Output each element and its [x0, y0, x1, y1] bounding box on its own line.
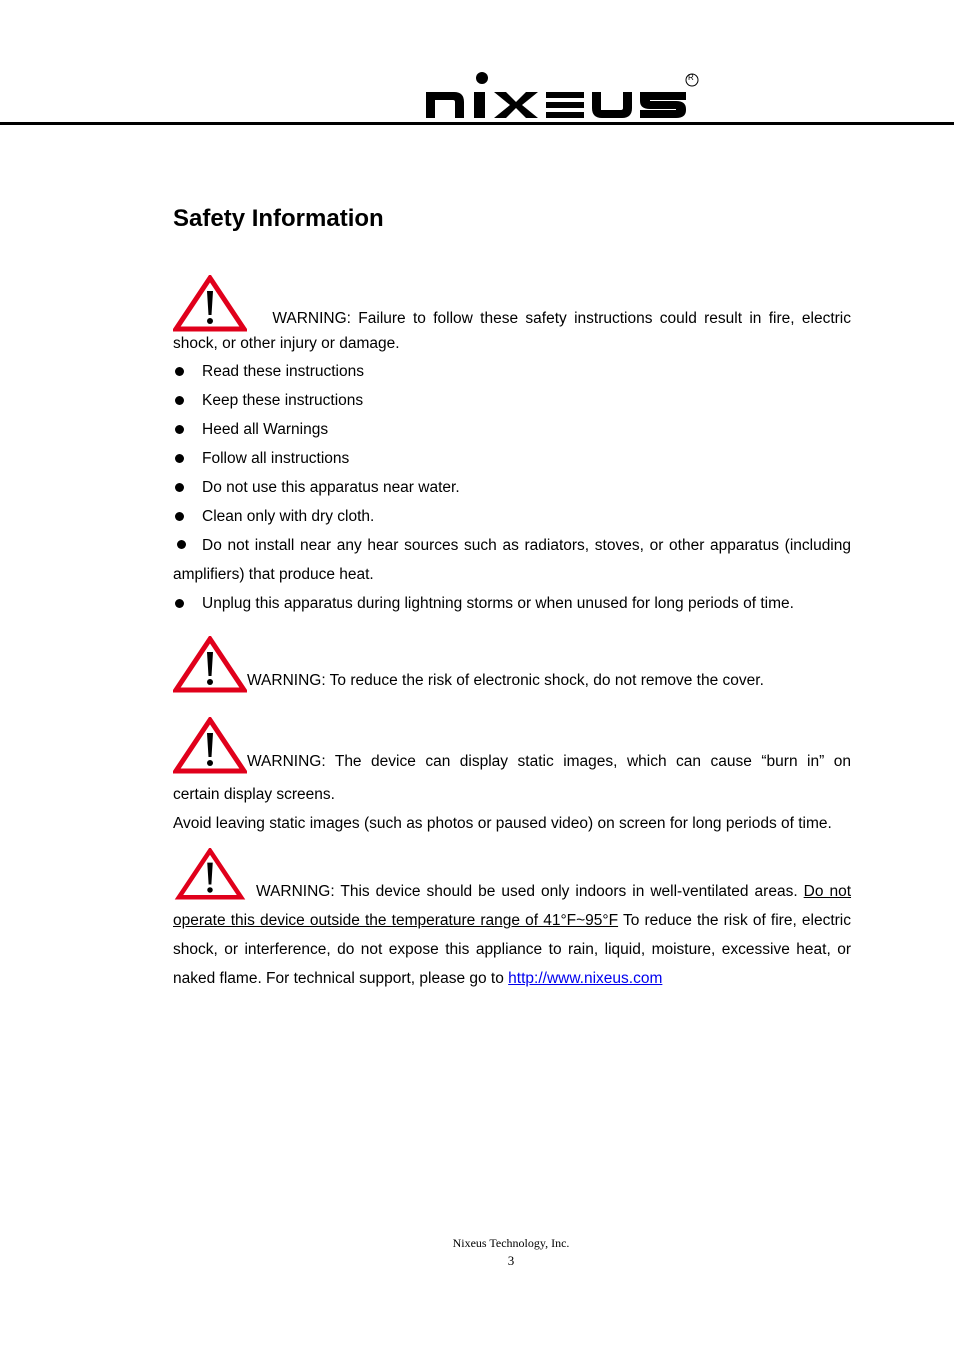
warning-1-text: WARNING: Failure to follow these safety instructions could result in fire, electric: [272, 310, 851, 327]
warning-3-continuation: certain display screens.: [173, 786, 335, 803]
page-title: Safety Information: [173, 205, 384, 232]
list-item: Unplug this apparatus during lightning storms or when unused for long periods of time.: [173, 589, 851, 618]
warning-1-continuation: shock, or other injury or damage.: [173, 335, 400, 352]
bullet-icon: [175, 454, 184, 463]
bullet-icon: [175, 512, 184, 521]
warning-2: [173, 636, 851, 693]
page-number: 3: [507, 1253, 515, 1268]
bullet-icon: [175, 396, 184, 405]
bullet-icon: [175, 425, 184, 434]
warning-3: [173, 717, 851, 838]
bullet-icon: [177, 540, 186, 549]
safety-instructions-list: [173, 357, 851, 618]
warning-triangle-icon: [173, 636, 247, 693]
warning-1: [173, 275, 851, 355]
nixeus-logo: [424, 70, 700, 120]
header-rule: [0, 122, 954, 125]
warning-2-text: WARNING: To reduce the risk of electronic shock, do not remove the cover.: [247, 672, 764, 689]
footer-company: Nixeus Technology, Inc.: [452, 1236, 570, 1250]
support-link[interactable]: http://www.nixeus.com: [508, 970, 663, 987]
warning-4-text-continued: To reduce the risk of fire, electric shock, or interference, do not expose this appliance to rain, liquid, moisture, excessive heat, or naked flame. For technical support, please go to: [173, 912, 851, 987]
list-item: Do not install near any hear sources such as radiators, stoves, or other apparatus (including amplifiers) that produce heat.: [173, 537, 851, 583]
warning-4-text: WARNING: This device should be used only indoors in well-ventilated areas.: [256, 883, 798, 900]
warning-triangle-icon: [173, 275, 247, 332]
list-item: Clean only with dry cloth.: [173, 502, 851, 531]
list-item: Follow all instructions: [173, 444, 851, 473]
warning-3-text: WARNING: The device can display static images, which can cause “burn in” on: [247, 753, 851, 770]
list-item: Read these instructions: [173, 357, 851, 386]
warning-triangle-icon: [173, 848, 247, 900]
warning-3-extra: Avoid leaving static images (such as photos or paused video) on screen for long periods of time.: [173, 815, 832, 832]
registered-mark: R: [688, 73, 694, 82]
warning-triangle-icon: [173, 717, 247, 774]
warning-4: [173, 848, 851, 993]
temperature-range-notice: Do not operate this device outside the temperature range of 41°F~95°F: [173, 883, 852, 929]
list-item: Do not use this apparatus near water.: [173, 473, 851, 502]
bullet-icon: [175, 367, 184, 376]
safety-content: [173, 275, 851, 993]
list-item: Keep these instructions: [173, 386, 851, 415]
list-item: Heed all Warnings: [173, 415, 851, 444]
bullet-icon: [175, 599, 184, 608]
bullet-icon: [175, 483, 184, 492]
